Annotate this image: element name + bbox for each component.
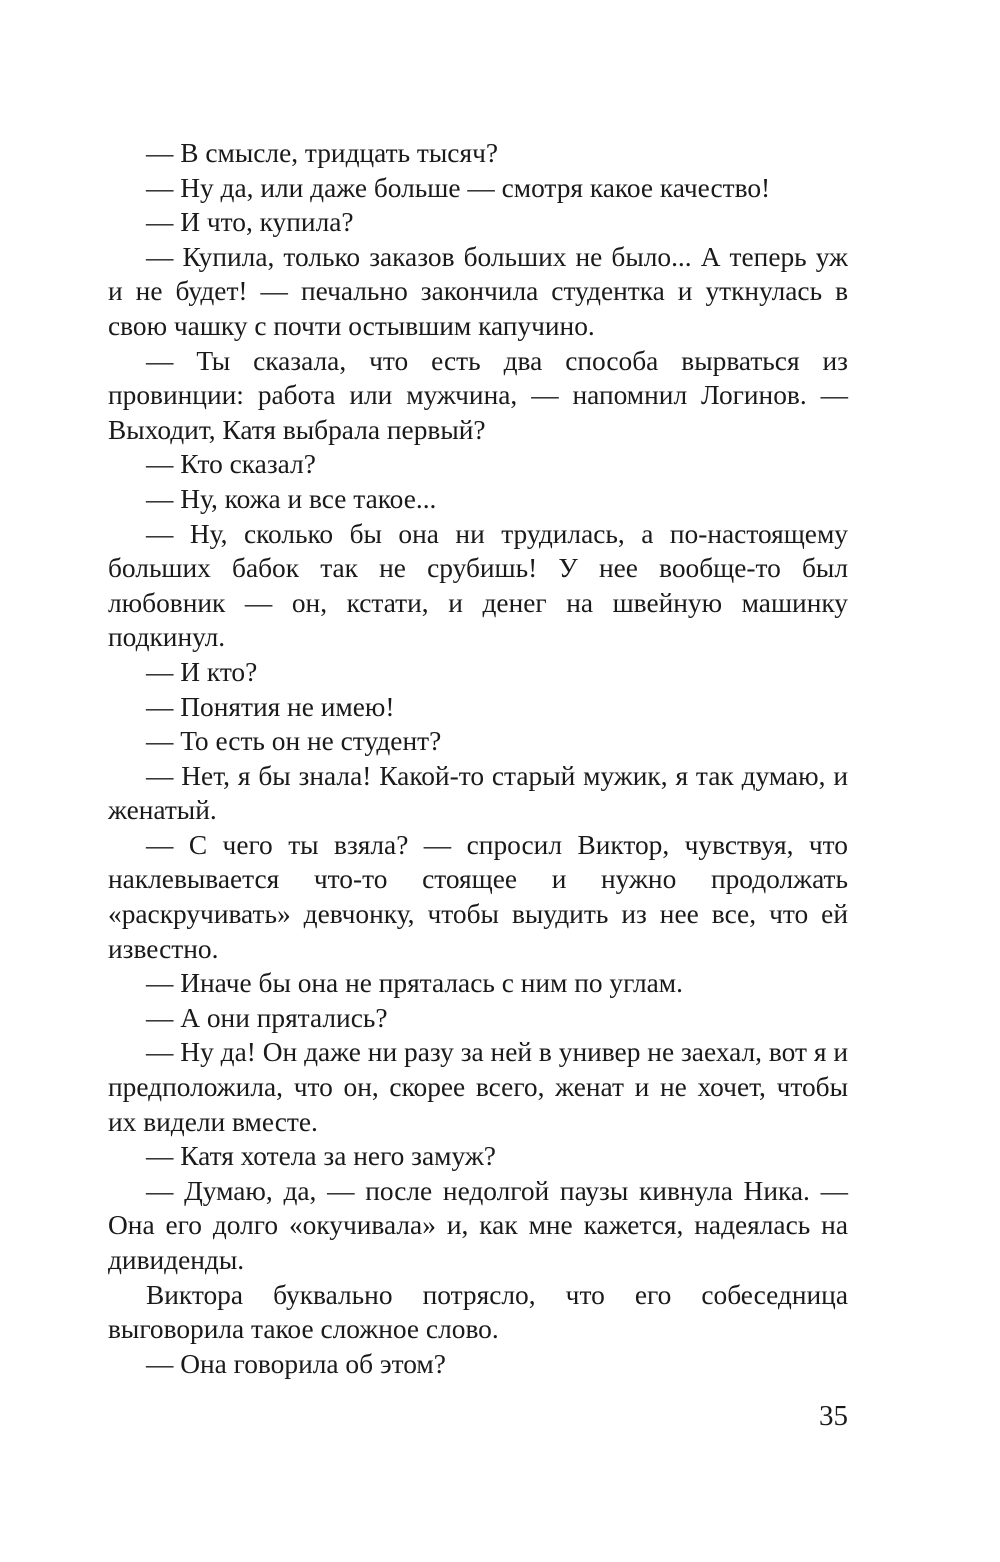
paragraph-7: — Ну, кожа и все такое... — [146, 483, 437, 514]
paragraph-12: — Нет, я бы знала! Какой-то старый мужик, я так думаю, и женатый. — [108, 760, 848, 826]
paragraph-11: — То есть он не студент? — [146, 726, 442, 757]
paragraph-17: — Катя хотела за него замуж? — [146, 1141, 496, 1172]
paragraph-8: — Ну, сколько бы она ни трудилась, а по-настоящему больших бабок так не срубишь! У нее вообще-то был любовник — он, кстати, и денег на швейную машинку подкинул. — [108, 518, 848, 653]
paragraph-5: — Ты сказала, что есть два способа вырваться из провинции: работа или мужчина, — напомнил Логинов. — Выходит, Катя выбрала первый? — [108, 345, 848, 445]
paragraph-13: — С чего ты взяла? — спросил Виктор, чувствуя, что наклевывается что-то стоящее и нужно продолжать «раскручивать» девчонку, чтобы выудить из нее все, что ей известно. — [108, 829, 848, 964]
paragraph-3: — И что, купила? — [146, 207, 354, 238]
paragraph-20: — Она говорила об этом? — [146, 1348, 446, 1379]
paragraph-16: — Ну да! Он даже ни разу за ней в универ не заехал, вот я и предположила, что он, скорее всего, женат и не хочет, чтобы их видели вместе. — [108, 1037, 848, 1137]
paragraph-4: — Купила, только заказов больших не было... А теперь уж и не будет! — печально закончила студентка и уткнулась в свою чашку с почти остывшим капучино. — [108, 241, 848, 341]
page-number: 35 — [819, 1400, 848, 1432]
body-text — [108, 136, 848, 1381]
paragraph-10: — Понятия не имею! — [146, 691, 395, 722]
paragraph-15: — А они прятались? — [146, 1002, 388, 1033]
paragraph-19: Виктора буквально потрясло, что его собеседница выговорила такое сложное слово. — [108, 1279, 848, 1345]
paragraph-1: — В смысле, тридцать тысяч? — [146, 138, 498, 168]
paragraph-2: — Ну да, или даже больше — смотря какое качество! — [146, 172, 771, 203]
paragraph-18: — Думаю, да, — после недолгой паузы кивнула Ника. — Она его долго «окучивала» и, как мне кажется, надеялась на дивиденды. — [108, 1175, 848, 1275]
paragraph-6: — Кто сказал? — [146, 449, 316, 480]
paragraph-14: — Иначе бы она не пряталась с ним по углам. — [146, 968, 683, 999]
paragraph-9: — И кто? — [146, 656, 258, 687]
